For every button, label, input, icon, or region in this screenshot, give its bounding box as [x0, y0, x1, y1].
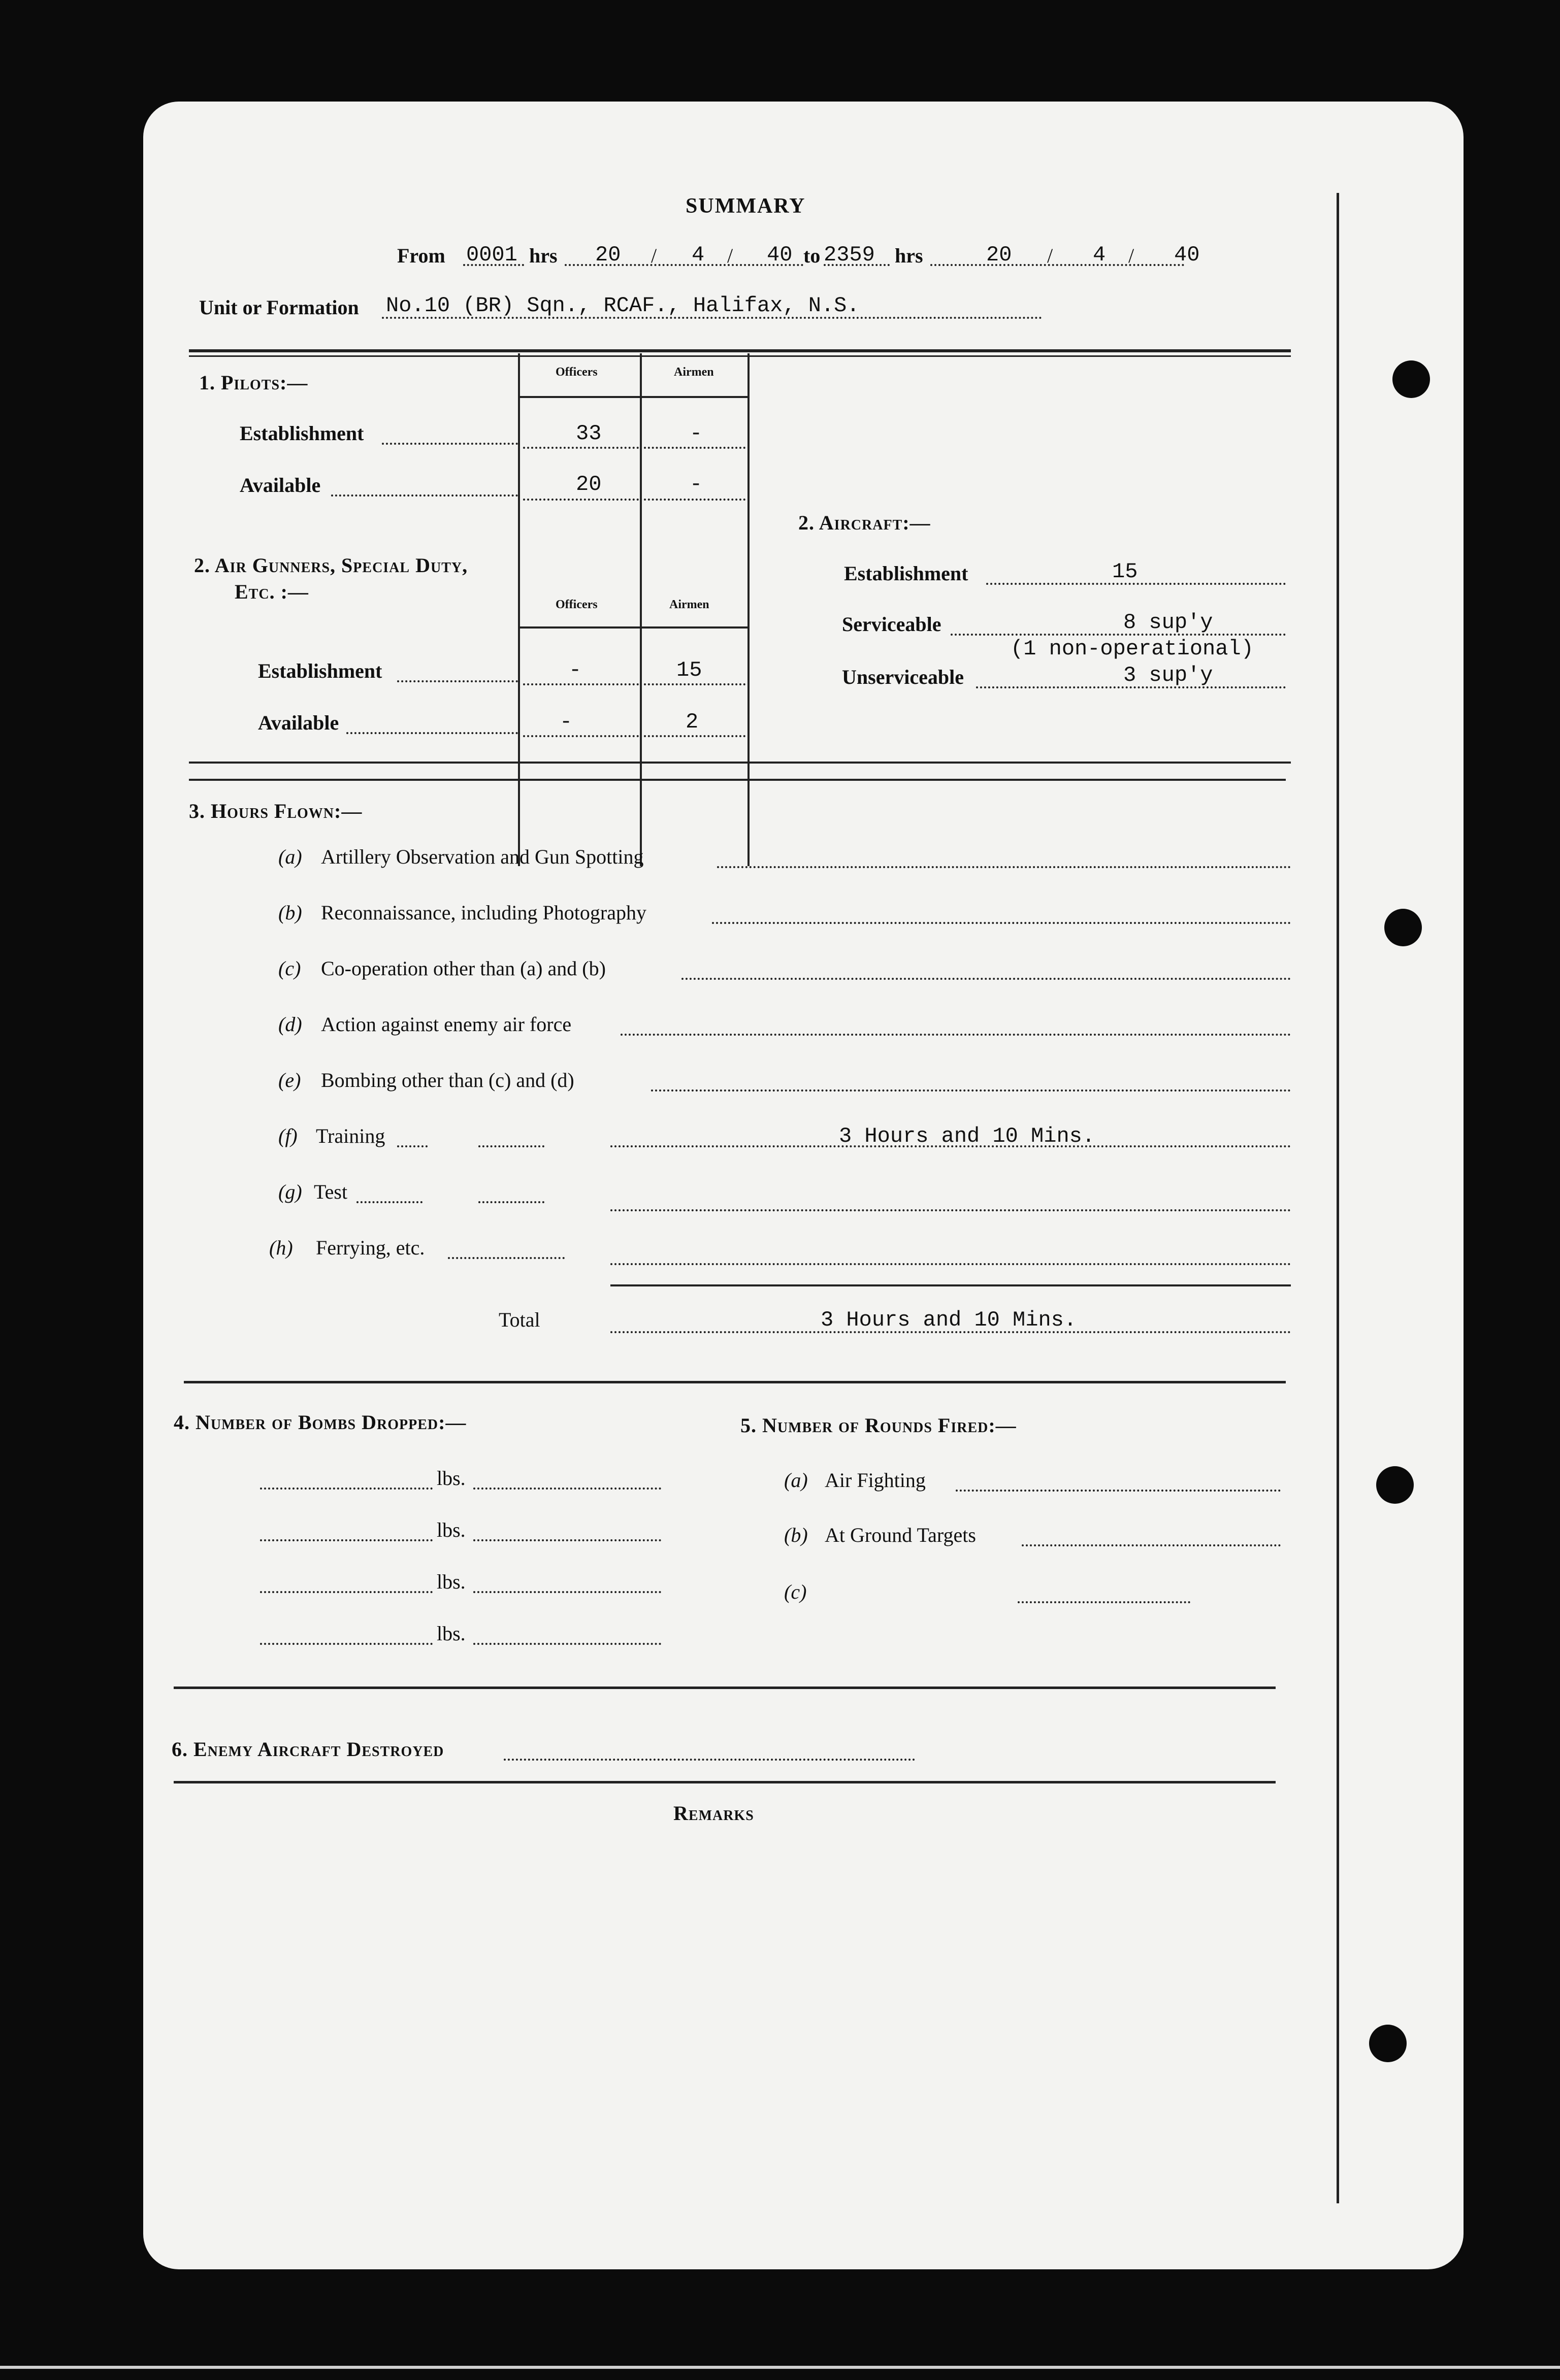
form-title: SUMMARY — [686, 194, 806, 218]
hours-c-label: Co-operation other than (a) and (b) — [321, 957, 606, 980]
bombs-lbs-3: lbs. — [437, 1570, 466, 1593]
hours-g-label: Test — [314, 1180, 348, 1203]
hours-f-label: Training — [316, 1125, 385, 1147]
hours-heading: 3. Hours Flown:— — [189, 800, 363, 822]
from-time: 0001 — [466, 243, 517, 267]
hours-total-value: 3 Hours and 10 Mins. — [821, 1308, 1077, 1332]
hours-a-letter: (a) — [278, 845, 302, 868]
rounds-b-label: At Ground Targets — [825, 1524, 976, 1546]
binder-hole — [1376, 1466, 1414, 1504]
unit-label: Unit or Formation — [199, 296, 359, 319]
hours-b-label: Reconnaissance, including Photography — [321, 901, 646, 924]
remarks-heading: Remarks — [673, 1802, 754, 1825]
gunners-available-airmen: 2 — [686, 710, 699, 734]
pilots-available-airmen: - — [690, 472, 703, 497]
pilots-establishment-label: Establishment — [240, 422, 364, 445]
binder-hole — [1369, 2025, 1407, 2062]
rounds-c-letter: (c) — [784, 1580, 807, 1603]
hours-a-label: Artillery Observation and Gun Spotting — [321, 845, 644, 868]
pilots-col-officers: Officers — [556, 366, 598, 379]
hours-g-letter: (g) — [278, 1180, 302, 1203]
rounds-a-letter: (a) — [784, 1469, 808, 1492]
pilots-establishment-airmen: - — [690, 421, 703, 446]
pilots-col-airmen: Airmen — [674, 366, 714, 379]
rounds-heading: 5. Number of Rounds Fired:— — [740, 1414, 1017, 1437]
aircraft-serviceable-label: Serviceable — [842, 613, 941, 636]
bombs-lbs-1: lbs. — [437, 1467, 466, 1490]
to-year: 40 — [1174, 243, 1200, 267]
to-month: 4 — [1093, 243, 1106, 267]
pilots-heading: 1. Pilots:— — [199, 371, 308, 394]
from-year: 40 — [767, 243, 793, 267]
hours-c-letter: (c) — [278, 957, 301, 980]
gunners-establishment-airmen: 15 — [676, 658, 702, 682]
binder-hole — [1384, 909, 1422, 946]
gunners-col-airmen: Airmen — [669, 598, 709, 611]
gunners-heading-line1: 2. Air Gunners, Special Duty, — [194, 554, 468, 577]
aircraft-establishment-label: Establishment — [844, 562, 968, 585]
rounds-b-letter: (b) — [784, 1524, 808, 1546]
pilots-available-label: Available — [240, 474, 321, 497]
to-label: to — [803, 244, 821, 267]
gunners-heading-line2: Etc. :— — [235, 580, 309, 603]
slash-1: / — [651, 244, 657, 267]
bombs-lbs-4: lbs. — [437, 1622, 466, 1645]
aircraft-establishment-value: 15 — [1112, 559, 1138, 584]
hrs-label-1: hrs — [529, 244, 558, 267]
aircraft-serviceable-value: 8 sup'y — [1123, 610, 1213, 635]
pilots-available-officers: 20 — [576, 472, 602, 497]
hours-e-label: Bombing other than (c) and (d) — [321, 1069, 574, 1092]
form-page — [143, 102, 1464, 2269]
gunners-establishment-label: Establishment — [258, 659, 382, 682]
hours-b-letter: (b) — [278, 901, 302, 924]
hours-f-value: 3 Hours and 10 Mins. — [839, 1124, 1095, 1148]
film-edge — [0, 2366, 1560, 2369]
hours-d-label: Action against enemy air force — [321, 1013, 572, 1036]
slash-4: / — [1128, 244, 1134, 267]
gunners-col-officers: Officers — [556, 598, 598, 611]
bombs-heading: 4. Number of Bombs Dropped:— — [174, 1411, 467, 1434]
from-label: From — [397, 244, 445, 267]
hours-h-label: Ferrying, etc. — [316, 1236, 425, 1259]
hours-total-label: Total — [499, 1308, 540, 1331]
to-time: 2359 — [824, 243, 875, 267]
bombs-lbs-2: lbs. — [437, 1518, 466, 1541]
hours-d-letter: (d) — [278, 1013, 302, 1036]
hrs-label-2: hrs — [895, 244, 923, 267]
from-day: 20 — [595, 243, 621, 267]
unit-value: No.10 (BR) Sqn., RCAF., Halifax, N.S. — [386, 293, 860, 318]
gunners-available-label: Available — [258, 711, 339, 734]
hours-e-letter: (e) — [278, 1069, 301, 1092]
gunners-available-officers: - — [560, 710, 573, 734]
aircraft-unserviceable-label: Unserviceable — [842, 666, 964, 688]
aircraft-serviceable-note: (1 non-operational) — [1011, 637, 1254, 661]
slash-2: / — [727, 244, 733, 267]
rounds-a-label: Air Fighting — [825, 1469, 926, 1492]
pilots-establishment-officers: 33 — [576, 421, 602, 446]
hours-f-letter: (f) — [278, 1125, 298, 1147]
aircraft-heading: 2. Aircraft:— — [798, 511, 931, 534]
to-day: 20 — [986, 243, 1012, 267]
hours-h-letter: (h) — [269, 1236, 293, 1259]
binder-hole — [1392, 360, 1430, 398]
from-month: 4 — [692, 243, 705, 267]
gunners-establishment-officers: - — [569, 658, 582, 682]
slash-3: / — [1047, 244, 1053, 267]
enemy-heading: 6. Enemy Aircraft Destroyed — [172, 1738, 444, 1761]
aircraft-unserviceable-value: 3 sup'y — [1123, 663, 1213, 687]
